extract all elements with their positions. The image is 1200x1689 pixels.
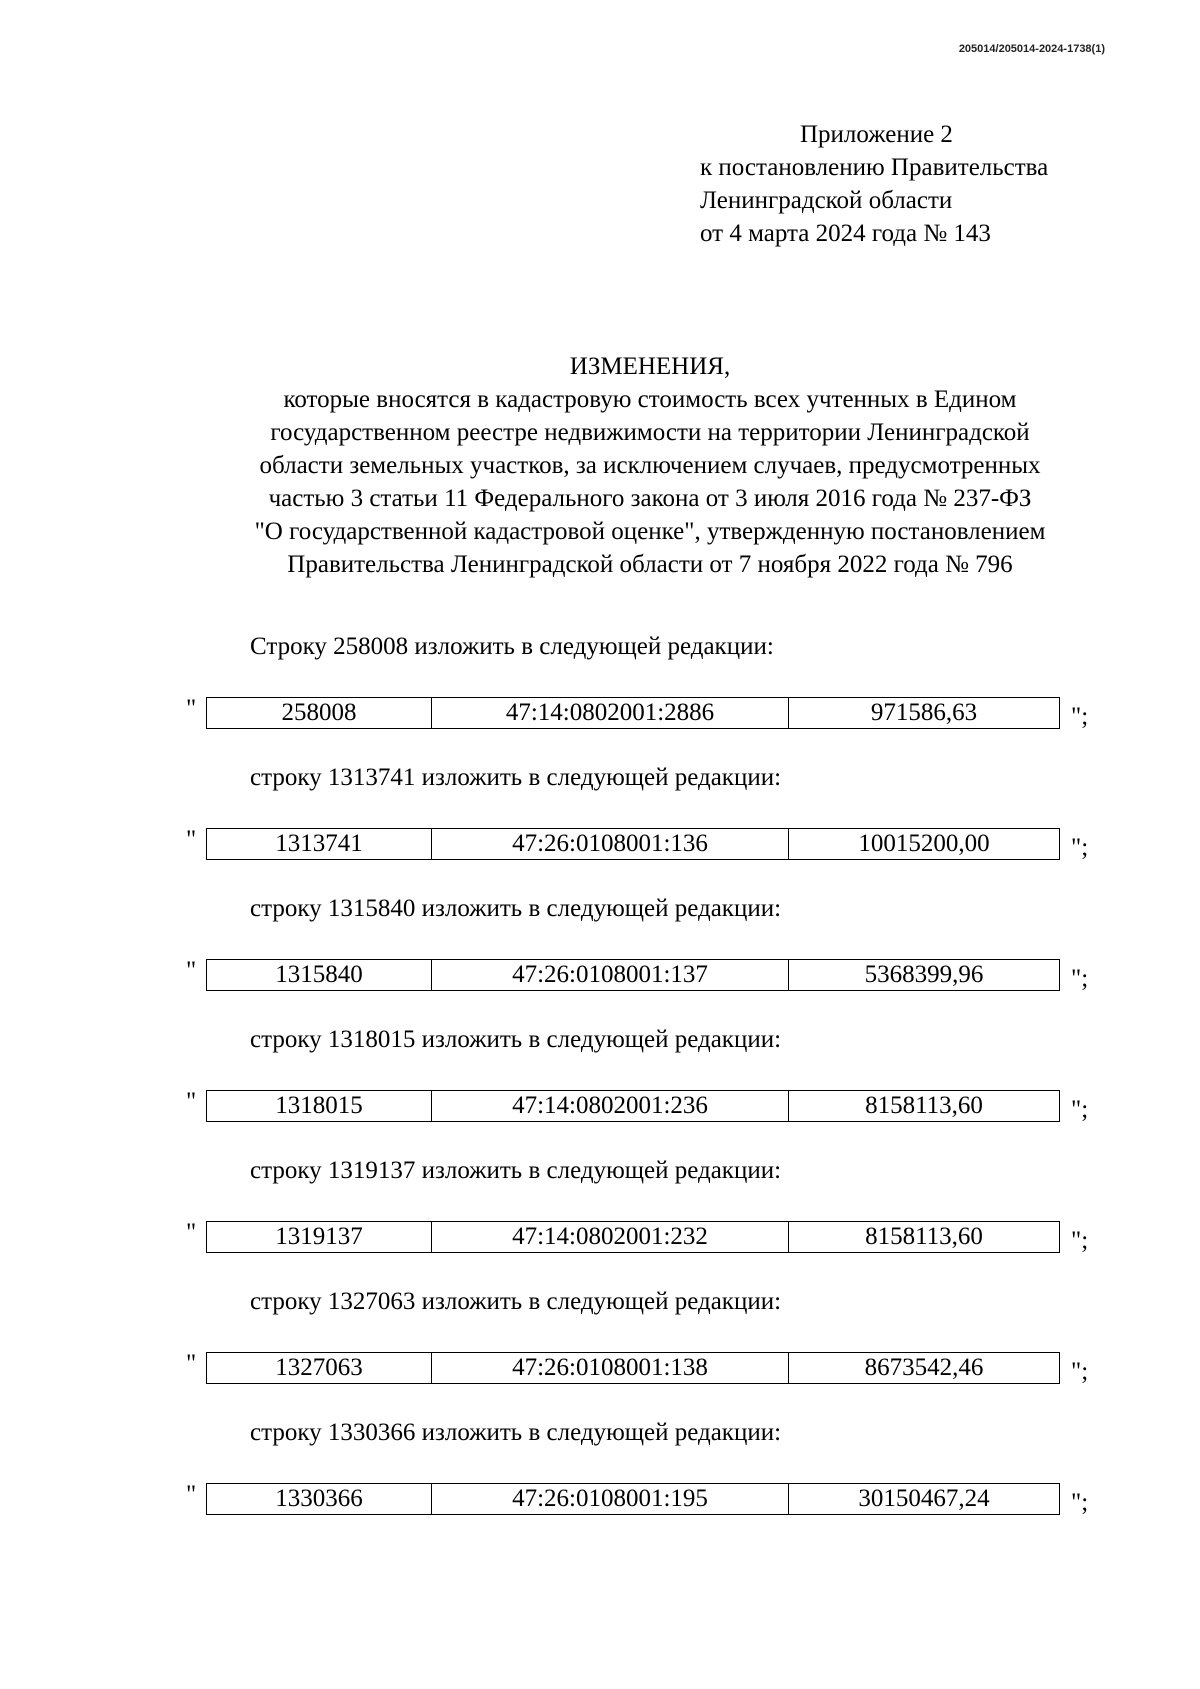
cadastral-value-cell: 10015200,00	[858, 830, 990, 857]
amendment-row	[186, 1219, 1089, 1255]
row-number-cell: 1315840	[207, 960, 432, 990]
amendment-list	[0, 630, 1200, 1547]
amendment-row	[186, 1481, 1089, 1517]
cadastral-number-cell: 47:26:0108001:137	[432, 960, 789, 990]
amendment-entry	[0, 630, 1200, 761]
amendment-entry	[0, 761, 1200, 892]
table-row	[206, 1483, 1060, 1515]
cadastral-value-cell: 8158113,60	[865, 1223, 983, 1250]
amendment-row	[186, 1350, 1089, 1386]
opening-quote: "	[186, 826, 197, 853]
closing-quote: ";	[1071, 1358, 1089, 1385]
cadastral-number-cell: 47:14:0802001:2886	[432, 698, 789, 728]
table-row	[206, 959, 1060, 991]
amendment-entry	[0, 1154, 1200, 1285]
amendment-instruction: строку 1318015 изложить в следующей редакции:	[250, 1026, 782, 1053]
row-number-cell: 1318015	[207, 1091, 432, 1121]
amendment-entry	[0, 892, 1200, 1023]
amendment-instruction: Строку 258008 изложить в следующей редакции:	[250, 633, 774, 660]
cadastral-value-cell: 8673542,46	[864, 1354, 984, 1381]
title-heading: ИЗМЕНЕНИЯ,	[569, 353, 731, 380]
closing-quote: ";	[1071, 965, 1089, 992]
row-number-cell: 258008	[207, 698, 432, 728]
appendix-number: Приложение 2	[800, 121, 953, 148]
title-line: области земельных участков, за исключением случаев, предусмотренных	[259, 452, 1041, 479]
amendment-instruction: строку 1327063 изложить в следующей редакции:	[250, 1288, 782, 1315]
closing-quote: ";	[1071, 1489, 1089, 1516]
amendment-row	[186, 826, 1089, 862]
table-row	[206, 1090, 1060, 1122]
amendment-row	[186, 957, 1089, 993]
document-reference-number: 205014/205014-2024-1738(1)	[958, 43, 1105, 55]
amendment-instruction: строку 1330366 изложить в следующей редакции:	[250, 1419, 782, 1446]
appendix-header	[700, 118, 1140, 250]
cadastral-value-cell: 30150467,24	[858, 1485, 990, 1512]
row-number-cell: 1330366	[207, 1484, 432, 1514]
opening-quote: "	[186, 695, 197, 722]
amendment-instruction: строку 1313741 изложить в следующей редакции:	[250, 764, 782, 791]
amendment-row	[186, 1088, 1089, 1124]
opening-quote: "	[186, 1481, 197, 1508]
closing-quote: ";	[1071, 703, 1089, 730]
opening-quote: "	[186, 1219, 197, 1246]
cadastral-value-cell: 971586,63	[870, 699, 978, 726]
closing-quote: ";	[1071, 834, 1089, 861]
row-number-cell: 1327063	[207, 1353, 432, 1383]
amendment-entry	[0, 1023, 1200, 1154]
title-line: Правительства Ленинградской области от 7 ноября 2022 года № 796	[287, 551, 1013, 578]
cadastral-value-cell: 8158113,60	[865, 1092, 983, 1119]
cadastral-number-cell: 47:26:0108001:195	[432, 1484, 789, 1514]
cadastral-number-cell: 47:14:0802001:232	[432, 1222, 789, 1252]
amendment-row	[186, 695, 1089, 731]
cadastral-number-cell: 47:26:0108001:138	[432, 1353, 789, 1383]
appendix-date-line: от 4 марта 2024 года № 143	[700, 220, 991, 247]
row-number-cell: 1313741	[207, 829, 432, 859]
opening-quote: "	[186, 1350, 197, 1377]
row-number-cell: 1319137	[207, 1222, 432, 1252]
cadastral-value-cell: 5368399,96	[864, 961, 984, 988]
amendment-instruction: строку 1319137 изложить в следующей редакции:	[250, 1157, 782, 1184]
closing-quote: ";	[1071, 1227, 1089, 1254]
table-row	[206, 1352, 1060, 1384]
amendment-entry	[0, 1285, 1200, 1416]
amendment-entry	[0, 1416, 1200, 1547]
appendix-resolution-line: к постановлению Правительства	[700, 154, 1049, 181]
title-line: которые вносятся в кадастровую стоимость всех учтенных в Едином	[283, 386, 1017, 413]
title-line: частью 3 статьи 11 Федерального закона от 3 июля 2016 года № 237-ФЗ	[268, 485, 1032, 512]
title-line: "О государственной кадастровой оценке", утвержденную постановлением	[254, 518, 1046, 545]
appendix-region-line: Ленинградской области	[700, 187, 953, 214]
table-row	[206, 1221, 1060, 1253]
opening-quote: "	[186, 957, 197, 984]
cadastral-number-cell: 47:26:0108001:136	[432, 829, 789, 859]
title-line: государственном реестре недвижимости на территории Ленинградской	[270, 419, 1030, 446]
document-title	[150, 350, 1150, 581]
table-row	[206, 828, 1060, 860]
amendment-instruction: строку 1315840 изложить в следующей редакции:	[250, 895, 782, 922]
opening-quote: "	[186, 1088, 197, 1115]
cadastral-number-cell: 47:14:0802001:236	[432, 1091, 789, 1121]
table-row	[206, 697, 1060, 729]
closing-quote: ";	[1071, 1096, 1089, 1123]
